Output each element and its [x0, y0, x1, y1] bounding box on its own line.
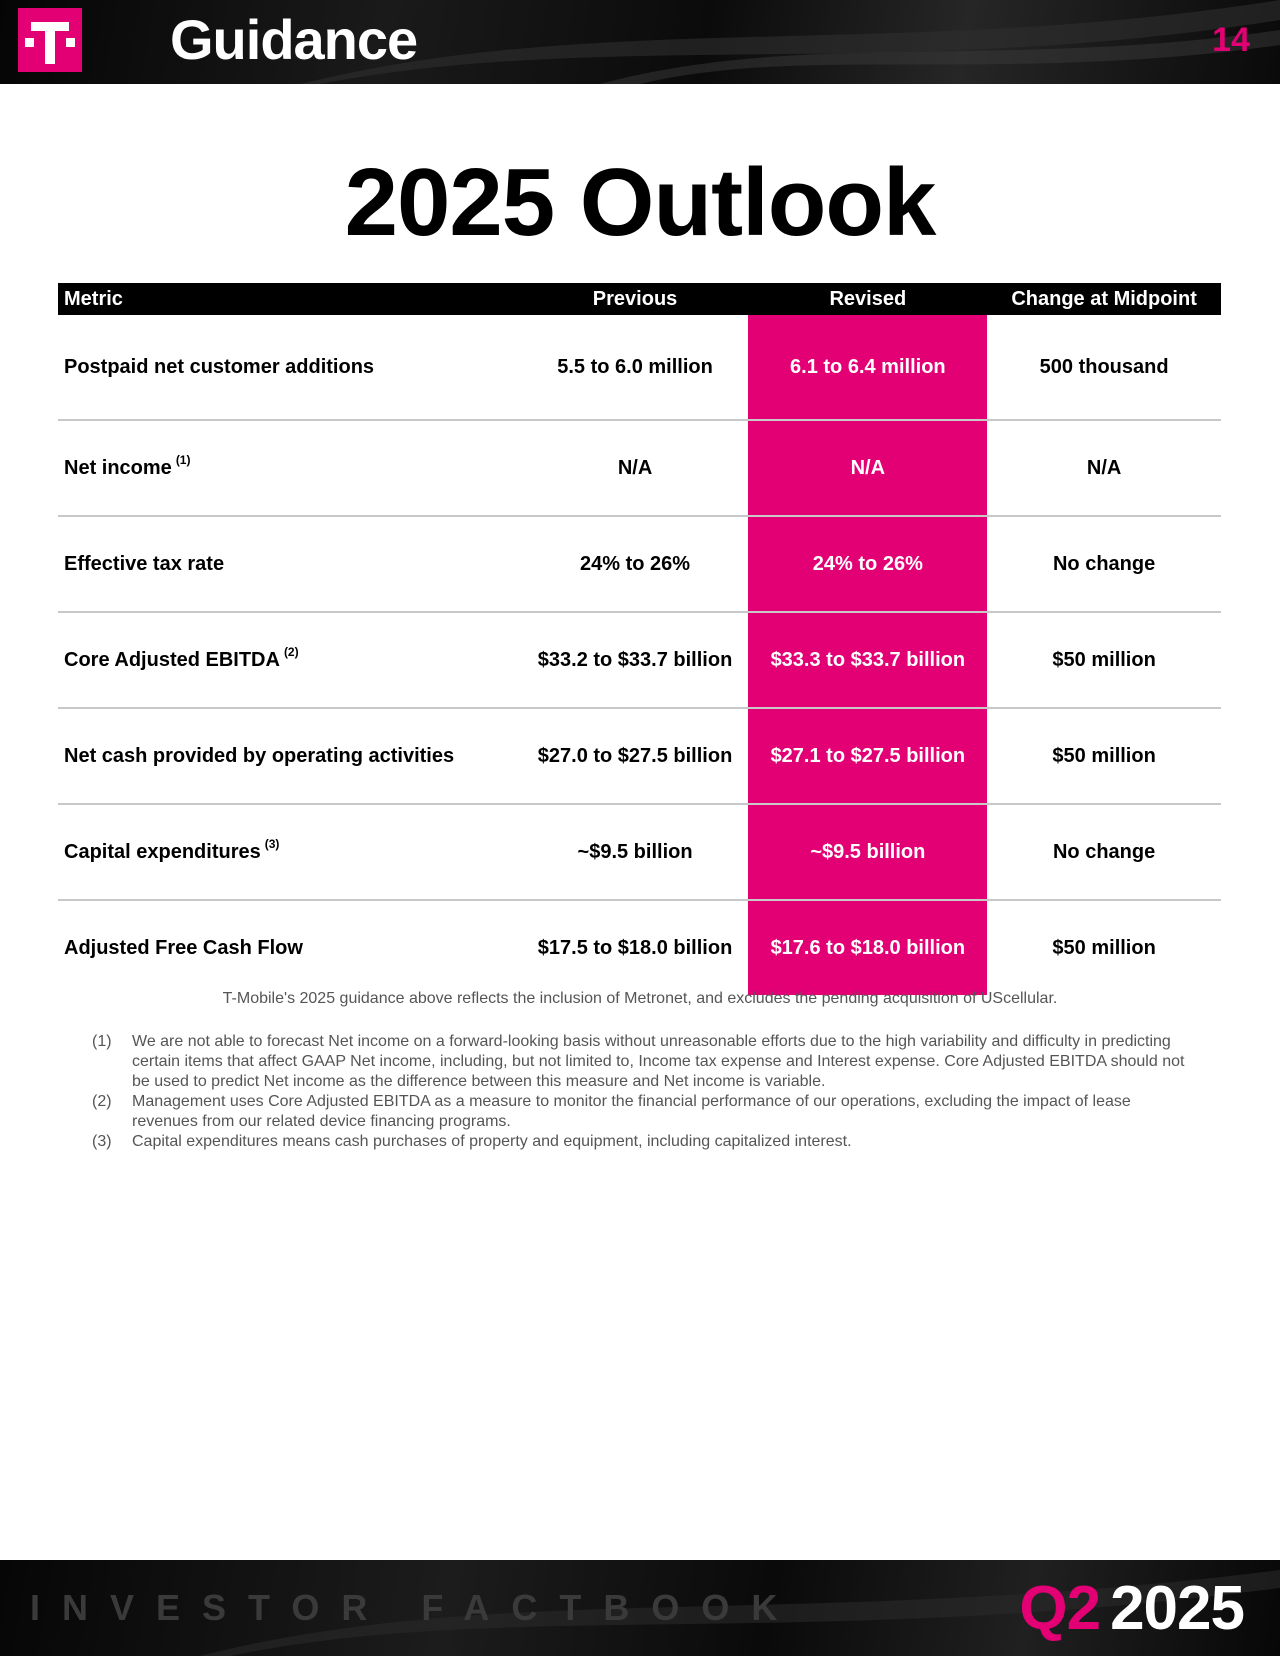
footnote-marker: (1): [175, 453, 191, 467]
revised-cell: $27.1 to $27.5 billion: [748, 709, 987, 803]
previous-cell: ~$9.5 billion: [577, 840, 693, 863]
table-row: [58, 805, 1221, 901]
column-header-previous: Previous: [592, 287, 678, 310]
footer-quarter: Q2: [1019, 1574, 1101, 1643]
table-row: [58, 709, 1221, 805]
table-row: [58, 421, 1221, 517]
metric-label: Effective tax rate: [64, 552, 225, 575]
revised-cell: $33.3 to $33.7 billion: [748, 613, 987, 707]
footnote: [92, 1092, 1192, 1132]
guidance-note: T-Mobile's 2025 guidance above reflects the inclusion of Metronet, and excludes the pending acquisition of UScellular.: [222, 990, 1058, 1007]
change-cell: $50 million: [1052, 648, 1156, 671]
outlook-table: [58, 283, 1221, 995]
previous-cell: 5.5 to 6.0 million: [557, 355, 713, 378]
revised-cell: 24% to 26%: [748, 517, 987, 611]
t-mobile-logo-icon: [18, 8, 82, 72]
change-cell: $50 million: [1052, 936, 1156, 959]
revised-cell: 6.1 to 6.4 million: [748, 315, 987, 419]
metric-label: Capital expenditures: [64, 840, 261, 863]
footnote-marker: (3): [264, 837, 280, 851]
previous-cell: $33.2 to $33.7 billion: [537, 648, 733, 671]
change-cell: $50 million: [1052, 744, 1156, 767]
footnote: [92, 1032, 1192, 1092]
change-cell: N/A: [1086, 456, 1122, 479]
footer-year: 2025: [1110, 1574, 1244, 1643]
footnote-number: (1): [92, 1033, 112, 1050]
change-cell: No change: [1052, 552, 1156, 575]
footnote: [92, 1132, 1192, 1152]
footer-publication-name: INVESTOR FACTBOOK: [30, 1587, 800, 1628]
metric-cell: [58, 315, 522, 419]
footnote-number: (3): [92, 1133, 112, 1150]
table-header-row: [58, 283, 1221, 315]
change-cell: No change: [1052, 840, 1156, 863]
revised-cell: ~$9.5 billion: [748, 805, 987, 899]
footnotes: [92, 1032, 1192, 1152]
metric-cell: [58, 709, 522, 803]
page-title: 2025 Outlook: [344, 149, 936, 256]
previous-cell: N/A: [617, 456, 653, 479]
footnote-text: We are not able to forecast Net income on a forward-looking basis without unreasonable efforts due to the high variability and difficulty in predicting certain items that affect GAAP Net income, including, but not limited to, Income tax expense and Interest expense. Core Adjusted EBITDA should not be used to predict Net income as the difference between this measure and Net income is variable.: [132, 1033, 1185, 1090]
column-header-change: Change at Midpoint: [1011, 287, 1197, 310]
table-row: [58, 613, 1221, 709]
metric-cell: [58, 421, 522, 515]
metric-cell: [58, 613, 522, 707]
footer-period: [1019, 1574, 1244, 1644]
previous-cell: $17.5 to $18.0 billion: [537, 936, 733, 959]
column-header-metric: Metric: [64, 287, 123, 310]
revised-cell: N/A: [748, 421, 987, 515]
table-row: [58, 315, 1221, 421]
previous-cell: 24% to 26%: [580, 552, 691, 575]
metric-label: Postpaid net customer additions: [64, 355, 375, 378]
section-title: Guidance: [170, 8, 418, 71]
metric-cell: [58, 517, 522, 611]
revised-cell: $17.6 to $18.0 billion: [748, 901, 987, 995]
previous-cell: $27.0 to $27.5 billion: [537, 744, 733, 767]
footer-bar: [0, 1560, 1280, 1656]
metric-label: Core Adjusted EBITDA: [64, 648, 280, 671]
footnote-text: Capital expenditures means cash purchases of property and equipment, including capitalized interest.: [132, 1133, 852, 1150]
metric-label: Adjusted Free Cash Flow: [64, 936, 303, 959]
metric-label: Net cash provided by operating activities: [64, 744, 455, 767]
metric-cell: [58, 805, 522, 899]
table-row: [58, 517, 1221, 613]
metric-cell: [58, 901, 522, 995]
page-number: 14: [1212, 21, 1250, 59]
footnote-number: (2): [92, 1093, 112, 1110]
footnote-text: Management uses Core Adjusted EBITDA as a measure to monitor the financial performance of our operations, excluding the impact of lease revenues from our related device financing programs.: [132, 1093, 1131, 1130]
metric-label: Net income: [64, 456, 172, 479]
table-row: [58, 901, 1221, 995]
header-bar: [0, 0, 1280, 84]
footnote-marker: (2): [283, 645, 299, 659]
change-cell: 500 thousand: [1039, 355, 1169, 378]
column-header-revised: Revised: [829, 287, 907, 310]
